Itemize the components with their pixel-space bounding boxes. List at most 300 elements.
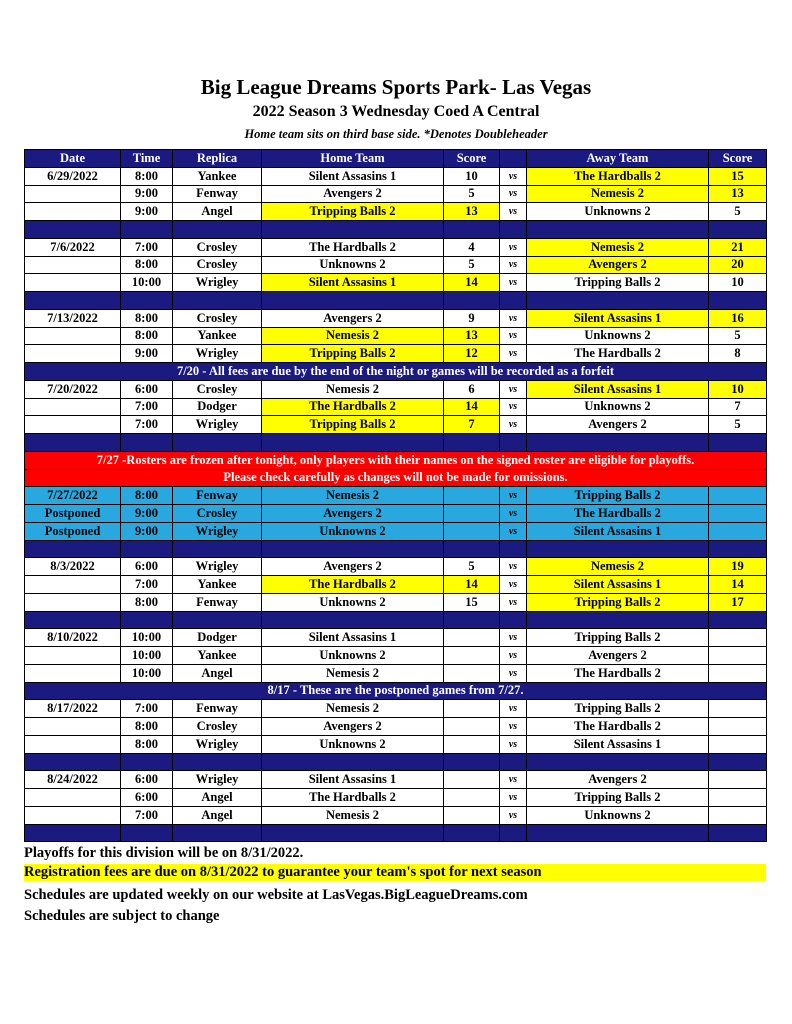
col-header-home-team: Home Team [262,150,444,168]
away-team-cell: The Hardballs 2 [527,345,709,363]
table-header-row [25,150,767,168]
away-score-cell [709,735,767,753]
vs-cell: vs [500,256,527,274]
field-cell: Angel [173,806,262,824]
away-team-cell: Unknowns 2 [527,327,709,345]
home-score-cell [444,487,500,505]
game-row [25,664,767,682]
time-cell: 10:00 [121,629,173,647]
spacer-row [25,611,767,629]
home-score-cell [444,505,500,523]
spacer-cell [500,434,527,452]
alert-row [25,469,767,487]
away-team-cell: Tripping Balls 2 [527,487,709,505]
spacer-cell [25,221,121,239]
home-score-cell: 9 [444,309,500,327]
vs-cell: vs [500,203,527,221]
time-cell: 6:00 [121,771,173,789]
alert-text: 7/27 -Rosters are frozen after tonight, only players with their names on the signed roster are eligible for playoffs. [25,451,767,469]
field-cell: Angel [173,203,262,221]
spacer-row [25,824,767,842]
time-cell: 10:00 [121,664,173,682]
spacer-cell [173,221,262,239]
date-cell: 8/24/2022 [25,771,121,789]
field-cell: Wrigley [173,735,262,753]
vs-cell: vs [500,309,527,327]
away-score-cell [709,664,767,682]
date-cell: 7/20/2022 [25,380,121,398]
time-cell: 7:00 [121,806,173,824]
website-note: Schedules are updated weekly on our website at LasVegas.BigLeagueDreams.com [24,887,528,903]
vs-cell: vs [500,398,527,416]
field-cell: Angel [173,664,262,682]
home-team-cell: Unknowns 2 [262,593,444,611]
game-row [25,629,767,647]
spacer-cell [709,611,767,629]
home-score-cell: 13 [444,327,500,345]
away-score-cell [709,700,767,718]
game-row [25,700,767,718]
spacer-cell [709,824,767,842]
home-team-cell: Unknowns 2 [262,735,444,753]
game-row [25,398,767,416]
date-cell [25,416,121,434]
field-cell: Crosley [173,309,262,327]
home-team-cell: Silent Assasins 1 [262,167,444,185]
spacer-cell [262,221,444,239]
game-row [25,505,767,523]
vs-cell: vs [500,629,527,647]
date-cell [25,345,121,363]
date-cell [25,327,121,345]
away-score-cell: 8 [709,345,767,363]
home-score-cell: 7 [444,416,500,434]
game-row [25,238,767,256]
vs-cell: vs [500,505,527,523]
spacer-cell [709,753,767,771]
away-score-cell [709,522,767,540]
date-cell [25,789,121,807]
spacer-cell [121,611,173,629]
game-row [25,416,767,434]
time-cell: 7:00 [121,398,173,416]
spacer-cell [444,434,500,452]
home-score-cell [444,789,500,807]
spacer-cell [173,753,262,771]
time-cell: 6:00 [121,558,173,576]
away-team-cell: Unknowns 2 [527,203,709,221]
vs-cell: vs [500,380,527,398]
game-row [25,203,767,221]
date-cell: 7/27/2022 [25,487,121,505]
field-cell: Yankee [173,647,262,665]
away-score-cell [709,771,767,789]
home-score-cell: 6 [444,380,500,398]
field-cell: Yankee [173,576,262,594]
subject-to-change-note: Schedules are subject to change [24,908,220,924]
away-score-cell: 10 [709,380,767,398]
registration-note: Registration fees are due on 8/31/2022 to guarantee your team's spot for next season [24,864,766,881]
game-row [25,380,767,398]
field-cell: Wrigley [173,345,262,363]
away-team-cell: Silent Assasins 1 [527,309,709,327]
vs-cell: vs [500,558,527,576]
vs-cell: vs [500,345,527,363]
spacer-cell [709,221,767,239]
field-cell: Wrigley [173,274,262,292]
vs-cell: vs [500,167,527,185]
vs-cell: vs [500,185,527,203]
vs-cell: vs [500,487,527,505]
field-cell: Wrigley [173,522,262,540]
away-team-cell: Unknowns 2 [527,398,709,416]
home-team-cell: Unknowns 2 [262,522,444,540]
home-team-cell: The Hardballs 2 [262,789,444,807]
spacer-cell [444,292,500,310]
time-cell: 9:00 [121,203,173,221]
home-score-cell [444,664,500,682]
away-score-cell: 20 [709,256,767,274]
away-score-cell: 16 [709,309,767,327]
game-row [25,576,767,594]
spacer-cell [527,753,709,771]
spacer-cell [25,292,121,310]
home-score-cell: 14 [444,274,500,292]
spacer-cell [262,434,444,452]
date-cell [25,274,121,292]
time-cell: 8:00 [121,167,173,185]
game-row [25,735,767,753]
schedule-table [24,149,767,842]
game-row [25,789,767,807]
away-score-cell: 19 [709,558,767,576]
home-team-cell: Silent Assasins 1 [262,629,444,647]
field-cell: Dodger [173,629,262,647]
col-header-time: Time [121,150,173,168]
home-score-cell: 10 [444,167,500,185]
spacer-cell [121,824,173,842]
spacer-cell [500,753,527,771]
alert-row [25,451,767,469]
spacer-cell [173,824,262,842]
field-cell: Wrigley [173,416,262,434]
field-cell: Fenway [173,185,262,203]
spacer-cell [527,824,709,842]
field-cell: Crosley [173,380,262,398]
home-team-cell: Nemesis 2 [262,806,444,824]
time-cell: 7:00 [121,238,173,256]
away-score-cell: 10 [709,274,767,292]
date-cell [25,593,121,611]
spacer-cell [527,611,709,629]
spacer-cell [500,540,527,558]
spacer-cell [527,221,709,239]
home-score-cell [444,735,500,753]
col-header-date: Date [25,150,121,168]
vs-cell: vs [500,806,527,824]
home-team-cell: Tripping Balls 2 [262,203,444,221]
away-team-cell: Nemesis 2 [527,238,709,256]
away-score-cell [709,718,767,736]
field-cell: Dodger [173,398,262,416]
date-cell: 8/17/2022 [25,700,121,718]
game-row [25,327,767,345]
game-row [25,167,767,185]
home-score-cell: 5 [444,558,500,576]
date-cell: Postponed [25,505,121,523]
home-team-cell: Nemesis 2 [262,700,444,718]
home-score-cell: 5 [444,185,500,203]
date-cell: 8/10/2022 [25,629,121,647]
away-score-cell: 14 [709,576,767,594]
spacer-cell [173,292,262,310]
home-team-cell: Avengers 2 [262,718,444,736]
col-header-vs [500,150,527,168]
field-cell: Fenway [173,593,262,611]
spacer-cell [444,221,500,239]
home-score-cell [444,647,500,665]
col-header-away-team: Away Team [527,150,709,168]
date-cell [25,576,121,594]
spacer-cell [444,753,500,771]
away-team-cell: Silent Assasins 1 [527,735,709,753]
date-cell [25,735,121,753]
field-cell: Yankee [173,167,262,185]
spacer-cell [527,434,709,452]
field-cell: Crosley [173,718,262,736]
game-row [25,771,767,789]
spacer-cell [500,292,527,310]
home-team-cell: Tripping Balls 2 [262,345,444,363]
away-team-cell: Silent Assasins 1 [527,522,709,540]
home-team-cell: Nemesis 2 [262,487,444,505]
notice-text: 8/17 - These are the postponed games from 7/27. [25,682,767,700]
time-cell: 7:00 [121,416,173,434]
date-cell: 8/3/2022 [25,558,121,576]
vs-cell: vs [500,718,527,736]
spacer-cell [25,434,121,452]
away-team-cell: Silent Assasins 1 [527,380,709,398]
time-cell: 8:00 [121,327,173,345]
spacer-cell [709,540,767,558]
spacer-cell [121,292,173,310]
notice-row [25,682,767,700]
spacer-cell [444,824,500,842]
home-score-cell [444,806,500,824]
field-cell: Fenway [173,487,262,505]
spacer-row [25,221,767,239]
away-team-cell: Tripping Balls 2 [527,274,709,292]
spacer-cell [262,824,444,842]
vs-cell: vs [500,593,527,611]
home-team-cell: The Hardballs 2 [262,576,444,594]
time-cell: 9:00 [121,345,173,363]
away-team-cell: The Hardballs 2 [527,664,709,682]
away-team-cell: Avengers 2 [527,416,709,434]
home-team-cell: The Hardballs 2 [262,398,444,416]
vs-cell: vs [500,735,527,753]
date-cell: Postponed [25,522,121,540]
time-cell: 7:00 [121,700,173,718]
home-team-cell: Avengers 2 [262,505,444,523]
away-team-cell: Avengers 2 [527,647,709,665]
home-team-cell: The Hardballs 2 [262,238,444,256]
away-score-cell: 21 [709,238,767,256]
playoffs-note: Playoffs for this division will be on 8/31/2022. [24,845,304,861]
spacer-cell [709,292,767,310]
spacer-cell [500,221,527,239]
game-row [25,718,767,736]
time-cell: 8:00 [121,309,173,327]
home-team-cell: Tripping Balls 2 [262,416,444,434]
home-score-cell: 14 [444,398,500,416]
spacer-row [25,540,767,558]
vs-cell: vs [500,647,527,665]
away-team-cell: Tripping Balls 2 [527,789,709,807]
away-team-cell: Unknowns 2 [527,806,709,824]
away-score-cell [709,789,767,807]
spacer-cell [25,753,121,771]
date-cell [25,806,121,824]
spacer-row [25,434,767,452]
game-row [25,647,767,665]
vs-cell: vs [500,789,527,807]
away-score-cell: 5 [709,416,767,434]
page-title: Big League Dreams Sports Park- Las Vegas [200,75,592,99]
vs-cell: vs [500,327,527,345]
spacer-cell [709,434,767,452]
away-score-cell [709,505,767,523]
field-cell: Fenway [173,700,262,718]
vs-cell: vs [500,522,527,540]
away-team-cell: Tripping Balls 2 [527,700,709,718]
spacer-cell [527,540,709,558]
away-score-cell: 15 [709,167,767,185]
away-score-cell [709,806,767,824]
time-cell: 7:00 [121,576,173,594]
field-cell: Angel [173,789,262,807]
home-team-cell: Nemesis 2 [262,327,444,345]
spacer-cell [444,611,500,629]
time-cell: 10:00 [121,274,173,292]
home-score-cell: 5 [444,256,500,274]
col-header-away-score: Score [709,150,767,168]
vs-cell: vs [500,771,527,789]
time-cell: 8:00 [121,593,173,611]
vs-cell: vs [500,576,527,594]
date-cell: 7/13/2022 [25,309,121,327]
away-score-cell: 5 [709,203,767,221]
away-score-cell: 7 [709,398,767,416]
game-row [25,487,767,505]
spacer-row [25,292,767,310]
time-cell: 10:00 [121,647,173,665]
home-team-cell: Avengers 2 [262,185,444,203]
col-header-replica: Replica [173,150,262,168]
home-score-cell: 13 [444,203,500,221]
time-cell: 9:00 [121,522,173,540]
time-cell: 8:00 [121,256,173,274]
vs-cell: vs [500,416,527,434]
time-cell: 6:00 [121,380,173,398]
col-header-home-score: Score [444,150,500,168]
spacer-cell [444,540,500,558]
away-team-cell: The Hardballs 2 [527,718,709,736]
date-cell [25,256,121,274]
vs-cell: vs [500,664,527,682]
spacer-cell [262,292,444,310]
home-team-cell: Silent Assasins 1 [262,771,444,789]
date-cell [25,664,121,682]
field-cell: Crosley [173,256,262,274]
spacer-cell [25,824,121,842]
away-team-cell: The Hardballs 2 [527,167,709,185]
spacer-cell [121,434,173,452]
spacer-cell [500,611,527,629]
field-cell: Crosley [173,238,262,256]
date-cell [25,203,121,221]
vs-cell: vs [500,700,527,718]
away-team-cell: Nemesis 2 [527,185,709,203]
time-cell: 9:00 [121,505,173,523]
away-team-cell: Nemesis 2 [527,558,709,576]
notice-text: 7/20 - All fees are due by the end of the night or games will be recorded as a forfeit [25,363,767,381]
date-cell [25,185,121,203]
spacer-row [25,753,767,771]
home-team-cell: Unknowns 2 [262,256,444,274]
spacer-cell [25,540,121,558]
home-team-cell: Nemesis 2 [262,664,444,682]
home-team-cell: Avengers 2 [262,558,444,576]
home-score-cell: 12 [444,345,500,363]
home-score-cell [444,629,500,647]
field-cell: Wrigley [173,558,262,576]
vs-cell: vs [500,238,527,256]
game-row [25,345,767,363]
spacer-cell [121,221,173,239]
date-cell [25,398,121,416]
date-cell [25,718,121,736]
spacer-cell [500,824,527,842]
time-cell: 9:00 [121,185,173,203]
away-team-cell: Silent Assasins 1 [527,576,709,594]
alert-text: Please check carefully as changes will not be made for omissions. [25,469,767,487]
time-cell: 8:00 [121,487,173,505]
spacer-cell [173,611,262,629]
date-cell: 6/29/2022 [25,167,121,185]
schedule-body [25,167,767,842]
spacer-cell [262,753,444,771]
spacer-cell [527,292,709,310]
home-team-cell: Nemesis 2 [262,380,444,398]
away-score-cell: 5 [709,327,767,345]
field-cell: Wrigley [173,771,262,789]
away-score-cell: 17 [709,593,767,611]
spacer-cell [262,540,444,558]
game-row [25,522,767,540]
vs-cell: vs [500,274,527,292]
game-row [25,593,767,611]
spacer-cell [121,540,173,558]
time-cell: 8:00 [121,718,173,736]
date-cell: 7/6/2022 [25,238,121,256]
game-row [25,806,767,824]
home-score-cell: 14 [444,576,500,594]
game-row [25,185,767,203]
away-team-cell: The Hardballs 2 [527,505,709,523]
home-team-cell: Avengers 2 [262,309,444,327]
home-score-cell [444,771,500,789]
